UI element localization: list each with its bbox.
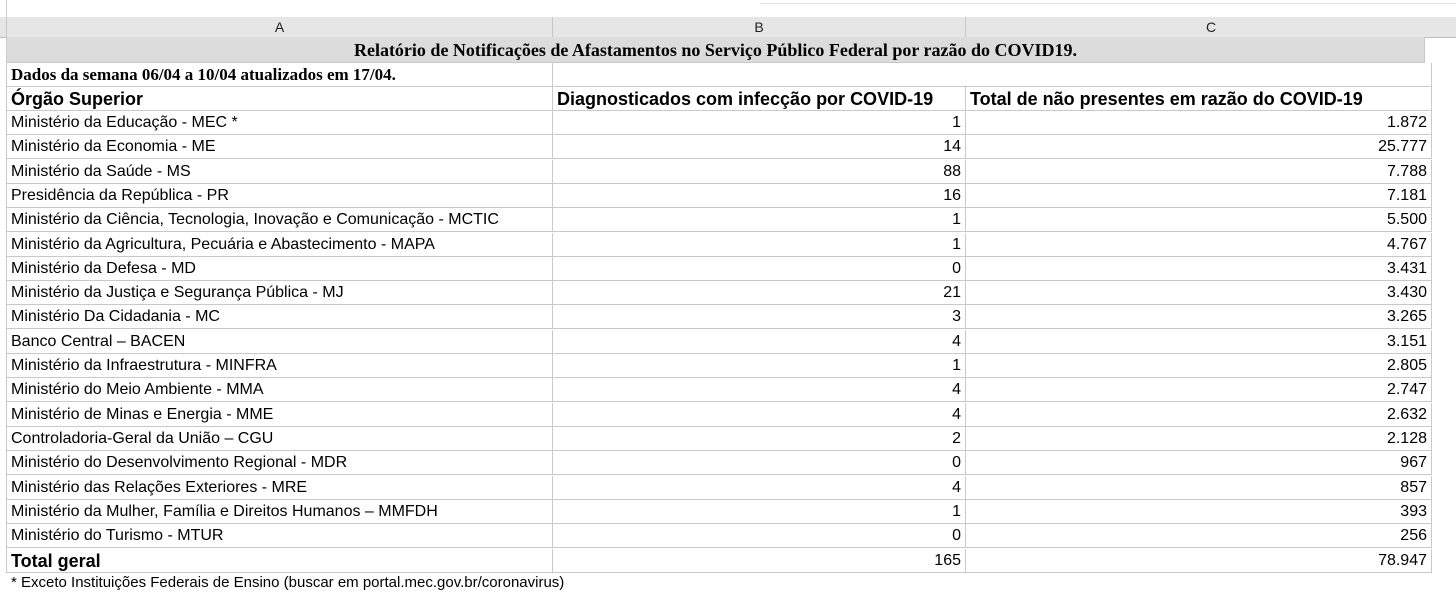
column-header-bar bbox=[0, 17, 1456, 38]
cell-diagnosticados[interactable]: 3 bbox=[553, 305, 966, 329]
footnote[interactable]: * Exceto Instituições Federais de Ensino (buscar em portal.mec.gov.br/coronavirus) bbox=[11, 574, 565, 591]
column-header-b[interactable]: B bbox=[553, 17, 966, 37]
cell-diagnosticados[interactable]: 2 bbox=[553, 427, 966, 451]
cell-orgao[interactable]: Ministério da Infraestrutura - MINFRA bbox=[7, 354, 553, 378]
cell-orgao[interactable]: Ministério da Economia - ME bbox=[7, 135, 553, 159]
cell-diagnosticados[interactable]: 4 bbox=[553, 403, 966, 427]
cell-diagnosticados[interactable]: 88 bbox=[553, 160, 966, 184]
header-nao-presentes[interactable]: Total de não presentes em razão do COVID-19 bbox=[966, 87, 1432, 111]
cell-diagnosticados[interactable]: 0 bbox=[553, 524, 966, 548]
total-nao-presentes[interactable]: 78.947 bbox=[966, 549, 1432, 573]
cell-diagnosticados[interactable]: 4 bbox=[553, 378, 966, 402]
cell-nao-presentes[interactable]: 3.151 bbox=[966, 330, 1432, 354]
cell-diagnosticados[interactable]: 16 bbox=[553, 184, 966, 208]
cell-nao-presentes[interactable]: 2.805 bbox=[966, 354, 1432, 378]
cell-nao-presentes[interactable]: 3.265 bbox=[966, 305, 1432, 329]
cell-orgao[interactable]: Ministério da Saúde - MS bbox=[7, 160, 553, 184]
cell-diagnosticados[interactable]: 4 bbox=[553, 476, 966, 500]
header-orgao[interactable]: Órgão Superior bbox=[7, 87, 553, 111]
cell-orgao[interactable]: Ministério do Meio Ambiente - MMA bbox=[7, 378, 553, 402]
corner-cell[interactable] bbox=[0, 17, 7, 37]
cell-nao-presentes[interactable]: 2.128 bbox=[966, 427, 1432, 451]
cell-diagnosticados[interactable]: 1 bbox=[553, 111, 966, 135]
cell-diagnosticados[interactable]: 21 bbox=[553, 281, 966, 305]
toolbar-edge bbox=[760, 0, 1456, 4]
total-label[interactable]: Total geral bbox=[7, 549, 553, 573]
cell-nao-presentes[interactable]: 1.872 bbox=[966, 111, 1432, 135]
cell-nao-presentes[interactable]: 4.767 bbox=[966, 233, 1432, 257]
cell-nao-presentes[interactable]: 256 bbox=[966, 524, 1432, 548]
cell-nao-presentes[interactable]: 967 bbox=[966, 451, 1432, 475]
cell-diagnosticados[interactable]: 1 bbox=[553, 208, 966, 232]
cell-nao-presentes[interactable]: 393 bbox=[966, 500, 1432, 524]
cell-diagnosticados[interactable]: 1 bbox=[553, 500, 966, 524]
cell-diagnosticados[interactable]: 1 bbox=[553, 233, 966, 257]
toolbar-strip bbox=[0, 0, 1456, 17]
cell-orgao[interactable]: Ministério de Minas e Energia - MME bbox=[7, 403, 553, 427]
cell-nao-presentes[interactable]: 857 bbox=[966, 476, 1432, 500]
cell-orgao[interactable]: Ministério da Justiça e Segurança Pública - MJ bbox=[7, 281, 553, 305]
cell-nao-presentes[interactable]: 25.777 bbox=[966, 135, 1432, 159]
cell-orgao[interactable]: Ministério da Ciência, Tecnologia, Inovação e Comunicação - MCTIC bbox=[7, 208, 553, 232]
header-diagnosticados[interactable]: Diagnosticados com infecção por COVID-19 bbox=[553, 87, 966, 111]
cell-orgao[interactable]: Banco Central – BACEN bbox=[7, 330, 553, 354]
cell-orgao[interactable]: Ministério da Agricultura, Pecuária e Abastecimento - MAPA bbox=[7, 233, 553, 257]
column-header-c[interactable]: C bbox=[1205, 19, 1217, 35]
subtitle-cell[interactable]: Dados da semana 06/04 a 10/04 atualizados em 17/04. bbox=[7, 63, 553, 87]
cell-nao-presentes[interactable]: 3.431 bbox=[966, 257, 1432, 281]
cell-diagnosticados[interactable]: 0 bbox=[553, 257, 966, 281]
cell-diagnosticados[interactable]: 1 bbox=[553, 354, 966, 378]
empty-cell[interactable] bbox=[553, 63, 1432, 87]
cell-orgao[interactable]: Ministério Da Cidadania - MC bbox=[7, 305, 553, 329]
cell-orgao[interactable]: Ministério da Educação - MEC * bbox=[7, 111, 553, 135]
cell-orgao[interactable]: Ministério da Defesa - MD bbox=[7, 257, 553, 281]
cell-nao-presentes[interactable]: 5.500 bbox=[966, 208, 1432, 232]
select-all-corner[interactable] bbox=[0, 0, 7, 17]
cell-orgao[interactable]: Ministério do Turismo - MTUR bbox=[7, 524, 553, 548]
report-title-cell[interactable]: Relatório de Notificações de Afastamentos no Serviço Público Federal por razão do COVID19. bbox=[7, 37, 1425, 63]
cell-orgao[interactable]: Ministério do Desenvolvimento Regional - MDR bbox=[7, 451, 553, 475]
cell-nao-presentes[interactable]: 2.747 bbox=[966, 378, 1432, 402]
column-header-a[interactable]: A bbox=[7, 17, 553, 37]
cell-orgao[interactable]: Controladoria-Geral da União – CGU bbox=[7, 427, 553, 451]
cell-diagnosticados[interactable]: 0 bbox=[553, 451, 966, 475]
cell-orgao[interactable]: Ministério da Mulher, Família e Direitos Humanos – MMFDH bbox=[7, 500, 553, 524]
cell-diagnosticados[interactable]: 4 bbox=[553, 330, 966, 354]
cell-nao-presentes[interactable]: 2.632 bbox=[966, 403, 1432, 427]
cell-nao-presentes[interactable]: 3.430 bbox=[966, 281, 1432, 305]
cell-nao-presentes[interactable]: 7.181 bbox=[966, 184, 1432, 208]
cell-nao-presentes[interactable]: 7.788 bbox=[966, 160, 1432, 184]
total-diagnosticados[interactable]: 165 bbox=[553, 549, 966, 573]
cell-diagnosticados[interactable]: 14 bbox=[553, 135, 966, 159]
cell-orgao[interactable]: Presidência da República - PR bbox=[7, 184, 553, 208]
cell-orgao[interactable]: Ministério das Relações Exteriores - MRE bbox=[7, 476, 553, 500]
